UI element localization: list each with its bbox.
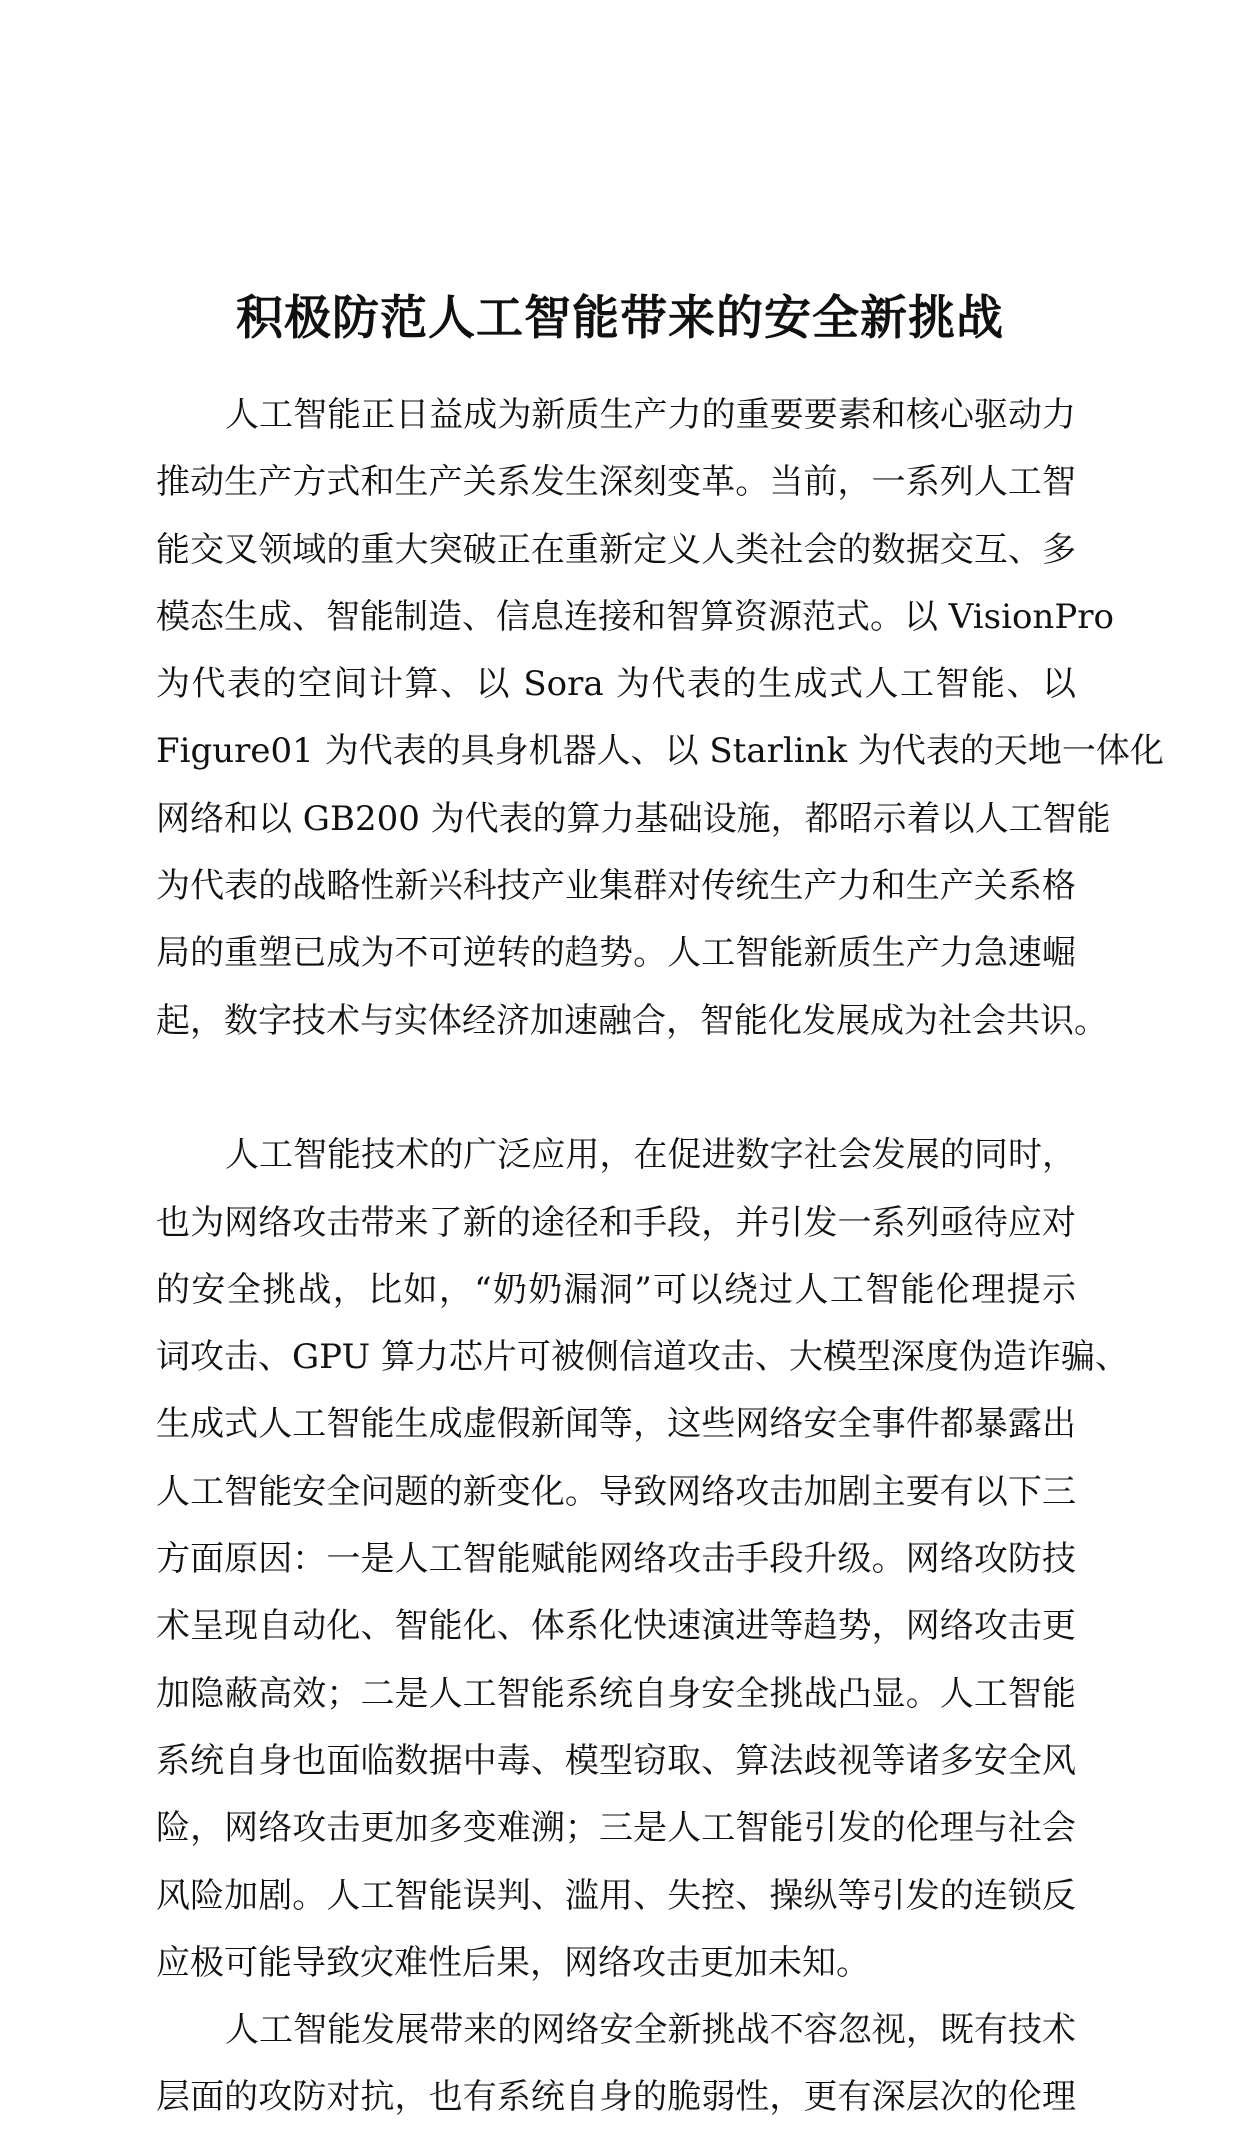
paragraph-spacer: [156, 1055, 1076, 1122]
text-line: 的安全挑战，比如，“奶奶漏洞”可以绕过人工智能伦理提示: [156, 1269, 1076, 1310]
text-line: 为代表的空间计算、以 Sora 为代表的生成式人工智能、以: [156, 664, 1076, 705]
text-line: Figure01 为代表的具身机器人、以 Starlink 为代表的天地一体化: [156, 731, 1164, 772]
text-line: 方面原因：一是人工智能赋能网络攻击手段升级。网络攻防技: [156, 1539, 1076, 1580]
text-line: 网络和以 GB200 为代表的算力基础设施，都昭示着以人工智能: [156, 798, 1111, 839]
text-line: 为代表的战略性新兴科技产业集群对传统生产力和生产关系格: [156, 866, 1076, 907]
text-line: 推动生产方式和生产关系发生深刻变革。当前，一系列人工智: [156, 462, 1076, 503]
text-line: 应极可能导致灾难性后果，网络攻击更加未知。: [156, 1942, 870, 1983]
text-line: 词攻击、GPU 算力芯片可被侧信道攻击、大模型深度伪造诈骗、: [156, 1337, 1129, 1378]
text-line: 加隐蔽高效；二是人工智能系统自身安全挑战凸显。人工智能: [156, 1673, 1076, 1714]
text-line: 风险加剧。人工智能误判、滥用、失控、操纵等引发的连锁反: [156, 1875, 1076, 1916]
text-line: 模态生成、智能制造、信息连接和智算资源范式。以 VisionPro: [156, 596, 1114, 637]
text-line: 术呈现自动化、智能化、体系化快速演进等趋势，网络攻击更: [156, 1606, 1076, 1647]
text-line: 人工智能发展带来的网络安全新挑战不容忽视，既有技术: [225, 2010, 1076, 2051]
document-title: 积极防范人工智能带来的安全新挑战: [236, 291, 1004, 347]
paragraph-2: [156, 1122, 1129, 1997]
text-line: 能交叉领域的重大突破正在重新定义人类社会的数据交互、多: [156, 529, 1076, 570]
text-line: 人工智能安全问题的新变化。导致网络攻击加剧主要有以下三: [156, 1471, 1076, 1512]
document-body: [156, 382, 1164, 2132]
text-line: 系统自身也面临数据中毒、模型窃取、算法歧视等诸多安全风: [156, 1740, 1076, 1781]
text-line: 生成式人工智能生成虚假新闻等，这些网络安全事件都暴露出: [156, 1404, 1076, 1445]
text-line: 局的重塑已成为不可逆转的趋势。人工智能新质生产力急速崛: [156, 933, 1076, 974]
text-line: 起，数字技术与实体经济加速融合，智能化发展成为社会共识。: [156, 1000, 1108, 1041]
text-line: 也为网络攻击带来了新的途径和手段，并引发一系列亟待应对: [156, 1202, 1076, 1243]
paragraph-1: [156, 382, 1164, 1055]
text-line: 险，网络攻击更加多变难溯；三是人工智能引发的伦理与社会: [156, 1808, 1076, 1849]
paragraph-3: [156, 1997, 1076, 2132]
text-line: 人工智能正日益成为新质生产力的重要要素和核心驱动力: [225, 395, 1076, 435]
text-line: 层面的攻防对抗，也有系统自身的脆弱性，更有深层次的伦理: [156, 2077, 1076, 2118]
text-line: 人工智能技术的广泛应用，在促进数字社会发展的同时，: [225, 1135, 1076, 1176]
